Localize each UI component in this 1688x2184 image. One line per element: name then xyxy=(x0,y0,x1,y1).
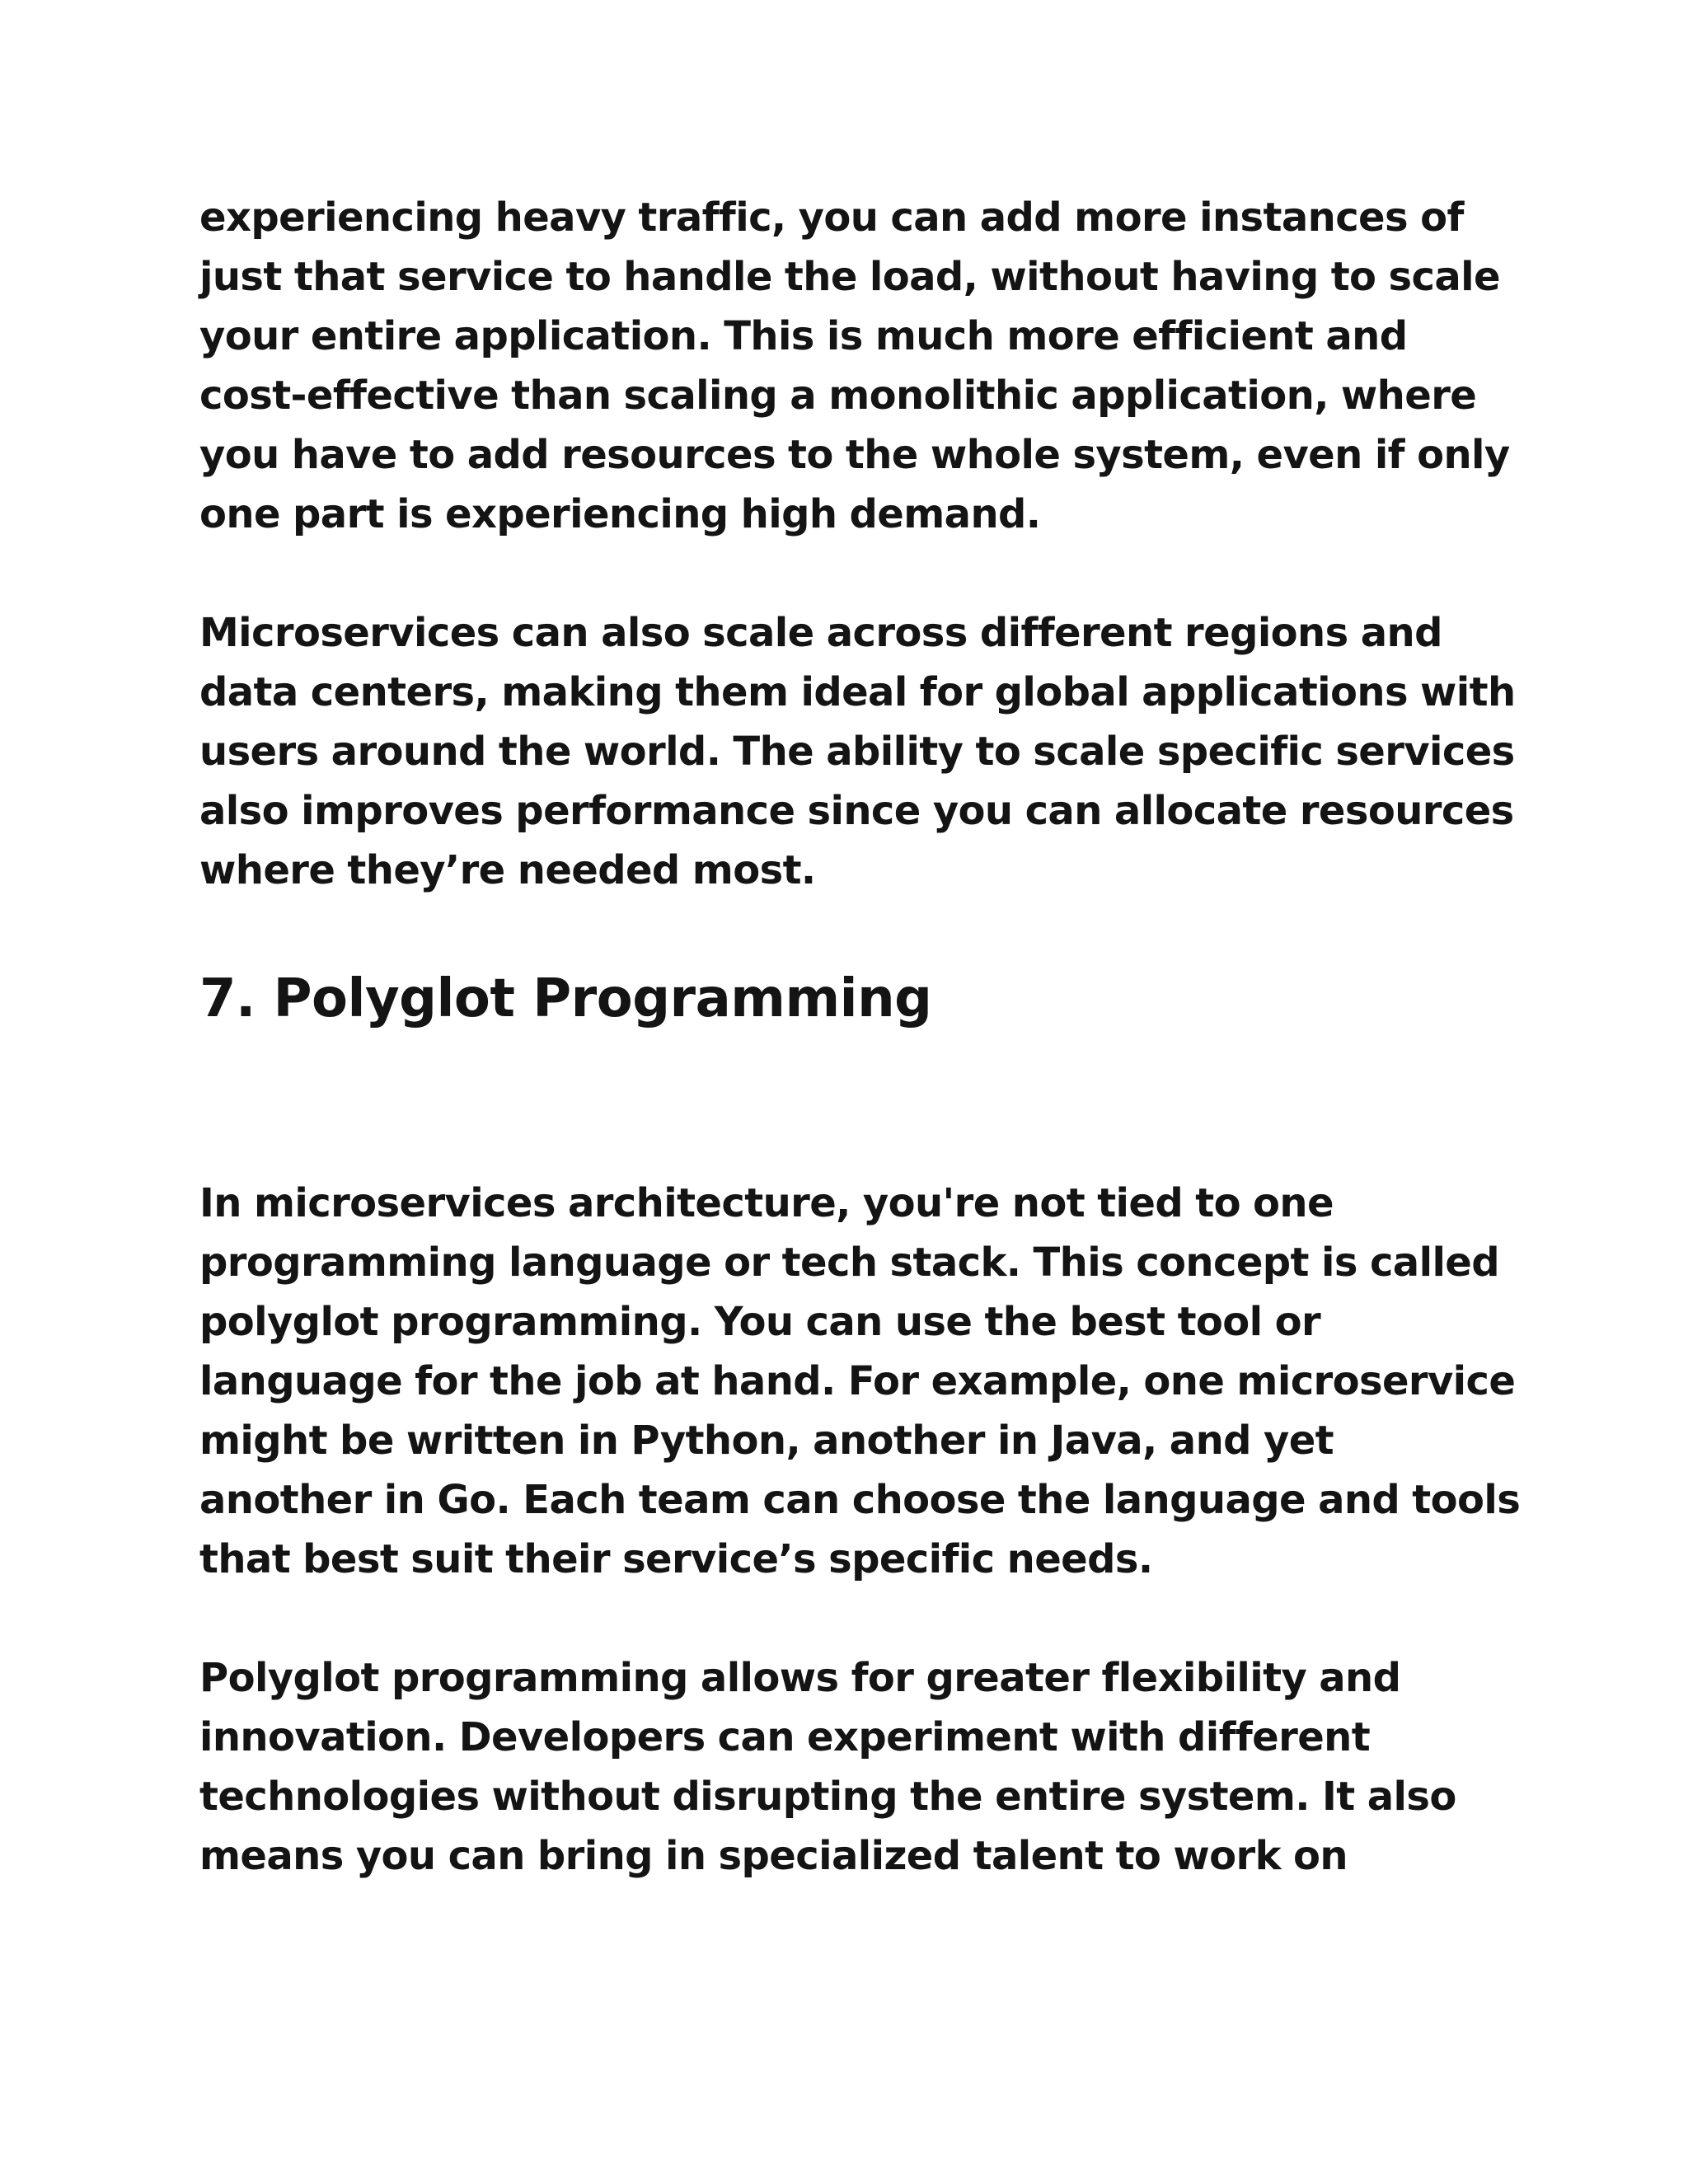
paragraph-regional-scaling: Microservices can also scale across different regions and data centers, making them ideal for global applications with users around the world. The ability to scale specific services also improves performance since you can allocate resources where they’re needed most. xyxy=(199,610,1516,893)
paragraph-polyglot-benefits: Polyglot programming allows for greater flexibility and innovation. Developers can experiment with different technologies without disrupting the entire system. It also means you can bring in specialized talent to work on xyxy=(199,1655,1456,1879)
paragraph-spacer xyxy=(199,544,1535,603)
section-heading: 7. Polyglot Programming xyxy=(199,968,932,1029)
paragraph-polyglot-intro: In microservices architecture, you're not tied to one programming language or tech stack. This concept is called polyglot programming. You can use the best tool or language for the job at hand. For example, one microservice might be written in Python, another in Java, and yet another in Go. Each team can choose the language and tools that best suit their service’s specific needs. xyxy=(199,1180,1521,1582)
paragraph-spacer xyxy=(199,1589,1535,1648)
paragraph-scaling-continued: experiencing heavy traffic, you can add more instances of just that service to handle the load, without having to scale your entire application. This is much more efficient and cost-effective than scaling a monolithic application, where you have to add resources to the whole system, even if only one part is experiencing high demand. xyxy=(199,194,1510,537)
section-spacer xyxy=(199,900,1535,961)
document-body xyxy=(199,188,1535,1886)
heading-spacer xyxy=(199,1037,1535,1174)
